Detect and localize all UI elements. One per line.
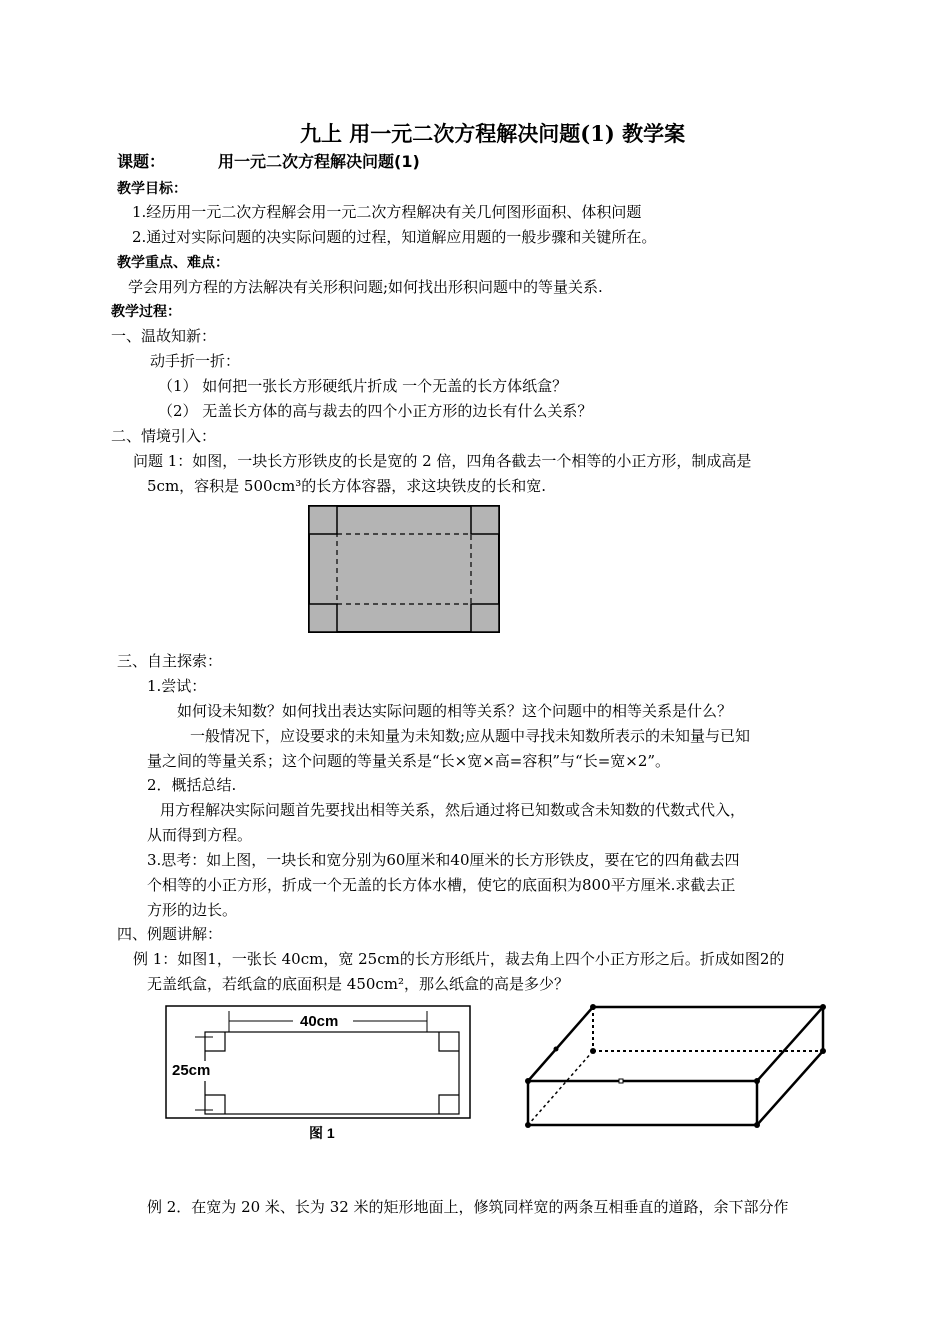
vertex-dot [820, 1048, 826, 1054]
paper-inner-rect [205, 1032, 459, 1114]
try-answer-2: 量之间的等量关系；这个问题的等量关系是“长×宽×高=容积”与“长=宽×2”。 [147, 752, 671, 770]
summary-line-2: 从而得到方程。 [147, 826, 253, 844]
problem-1-line-1: 问题 1：如图，一块长方形铁皮的长是宽的 2 倍，四角各截去一个相等的小正方形，制成高是 [133, 452, 752, 470]
review-activity: 动手折一折： [150, 352, 241, 370]
key-points-text: 学会用列方程的方法解决有关形积问题;如何找出形积问题中的等量关系. [128, 278, 603, 296]
corner-square-top-left [309, 506, 337, 534]
key-points-heading: 教学重点、难点： [117, 255, 229, 271]
lesson-topic: 用一元二次方程解决问题(1) [218, 152, 420, 171]
corner-square-bottom-left [309, 604, 337, 632]
figure-2-open-box [525, 1005, 830, 1130]
example-1-line-2: 无盖纸盒，若纸盒的底面积是 450cm²，那么纸盒的高是多少？ [147, 975, 570, 993]
corner-cut-bottom-right [439, 1095, 459, 1114]
think-line-3: 方形的边长。 [147, 901, 238, 919]
vertex-dot [525, 1078, 531, 1084]
objective-item-1: 1.经历用一元二次方程解会用一元二次方程解决有关几何图形面积、体积问题 [132, 203, 642, 221]
box-hidden-edge [528, 1051, 593, 1125]
vertex-dot [754, 1122, 760, 1128]
review-question-1: （1） 如何把一张长方形硬纸片折成 一个无盖的长方体纸盒？ [158, 377, 568, 395]
box-edge [757, 1007, 823, 1081]
examples-heading: 四、例题讲解： [117, 925, 223, 943]
corner-square-bottom-right [471, 604, 499, 632]
corner-square-top-right [471, 506, 499, 534]
box-edge [757, 1051, 823, 1125]
try-label: 1.尝试： [147, 677, 207, 695]
objective-item-2: 2.通过对实际问题的决实际问题的过程，知道解应用题的一般步骤和关键所在。 [132, 228, 657, 246]
problem-1-line-2: 5cm，容积是 500cm³的长方体容器，求这块铁皮的长和宽. [147, 477, 546, 495]
vertex-dot [590, 1048, 596, 1054]
try-answer-1: 一般情况下，应设要求的未知量为未知数;应从题中寻找未知数所表示的未知量与已知 [190, 727, 751, 745]
figure-1-caption: 图 1 [309, 1125, 335, 1141]
corner-cut-top-right [439, 1032, 459, 1051]
vertex-dot [590, 1004, 596, 1010]
objectives-heading: 教学目标： [117, 181, 187, 197]
review-question-2: （2） 无盖长方体的高与裁去的四个小正方形的边长有什么关系？ [158, 402, 593, 420]
corner-cut-top-left [205, 1032, 225, 1051]
figure-1-width-label: 40cm [300, 1013, 339, 1030]
try-question: 如何设未知数？如何找出表达实际问题的相等关系？这个问题中的相等关系是什么？ [177, 702, 733, 720]
example-1-line-1: 例 1：如图1，一张长 40cm，宽 25cm的长方形纸片，裁去角上四个小正方形之后。折成如图2的 [133, 950, 785, 968]
review-heading: 一、温故知新： [111, 327, 217, 345]
vertex-dot [820, 1004, 826, 1010]
figure-1-height-label: 25cm [172, 1062, 211, 1079]
vertex-dot [525, 1122, 531, 1128]
midpoint-marker [619, 1079, 623, 1083]
process-heading: 教学过程： [111, 304, 181, 320]
situation-heading: 二、情境引入： [111, 427, 217, 445]
vertex-dot [754, 1078, 760, 1084]
sheet-diagram [308, 505, 500, 633]
lesson-label: 课题： [117, 152, 166, 171]
explore-heading: 三、自主探索： [117, 652, 223, 670]
box-edge [528, 1007, 593, 1081]
vertex-dot [554, 1047, 559, 1052]
corner-cut-bottom-left [205, 1095, 225, 1114]
example-2-line-1: 例 2．在宽为 20 米、长为 32 米的矩形地面上，修筑同样宽的两条互相垂直的道路，余下部分作 [147, 1198, 789, 1216]
document-title: 九上 用一元二次方程解决问题(1) 教学案 [300, 121, 686, 146]
think-line-2: 个相等的小正方形，折成一个无盖的长方体水槽，使它的底面积为800平方厘米.求截去正 [147, 876, 736, 894]
think-line-1: 3.思考：如上图，一块长和宽分别为60厘米和40厘米的长方形铁皮，要在它的四角截去四 [147, 851, 740, 869]
summary-line-1: 用方程解决实际问题首先要找出相等关系，然后通过将已知数或含未知数的代数式代入， [160, 801, 746, 819]
summary-label: 2．概括总结. [147, 776, 237, 794]
